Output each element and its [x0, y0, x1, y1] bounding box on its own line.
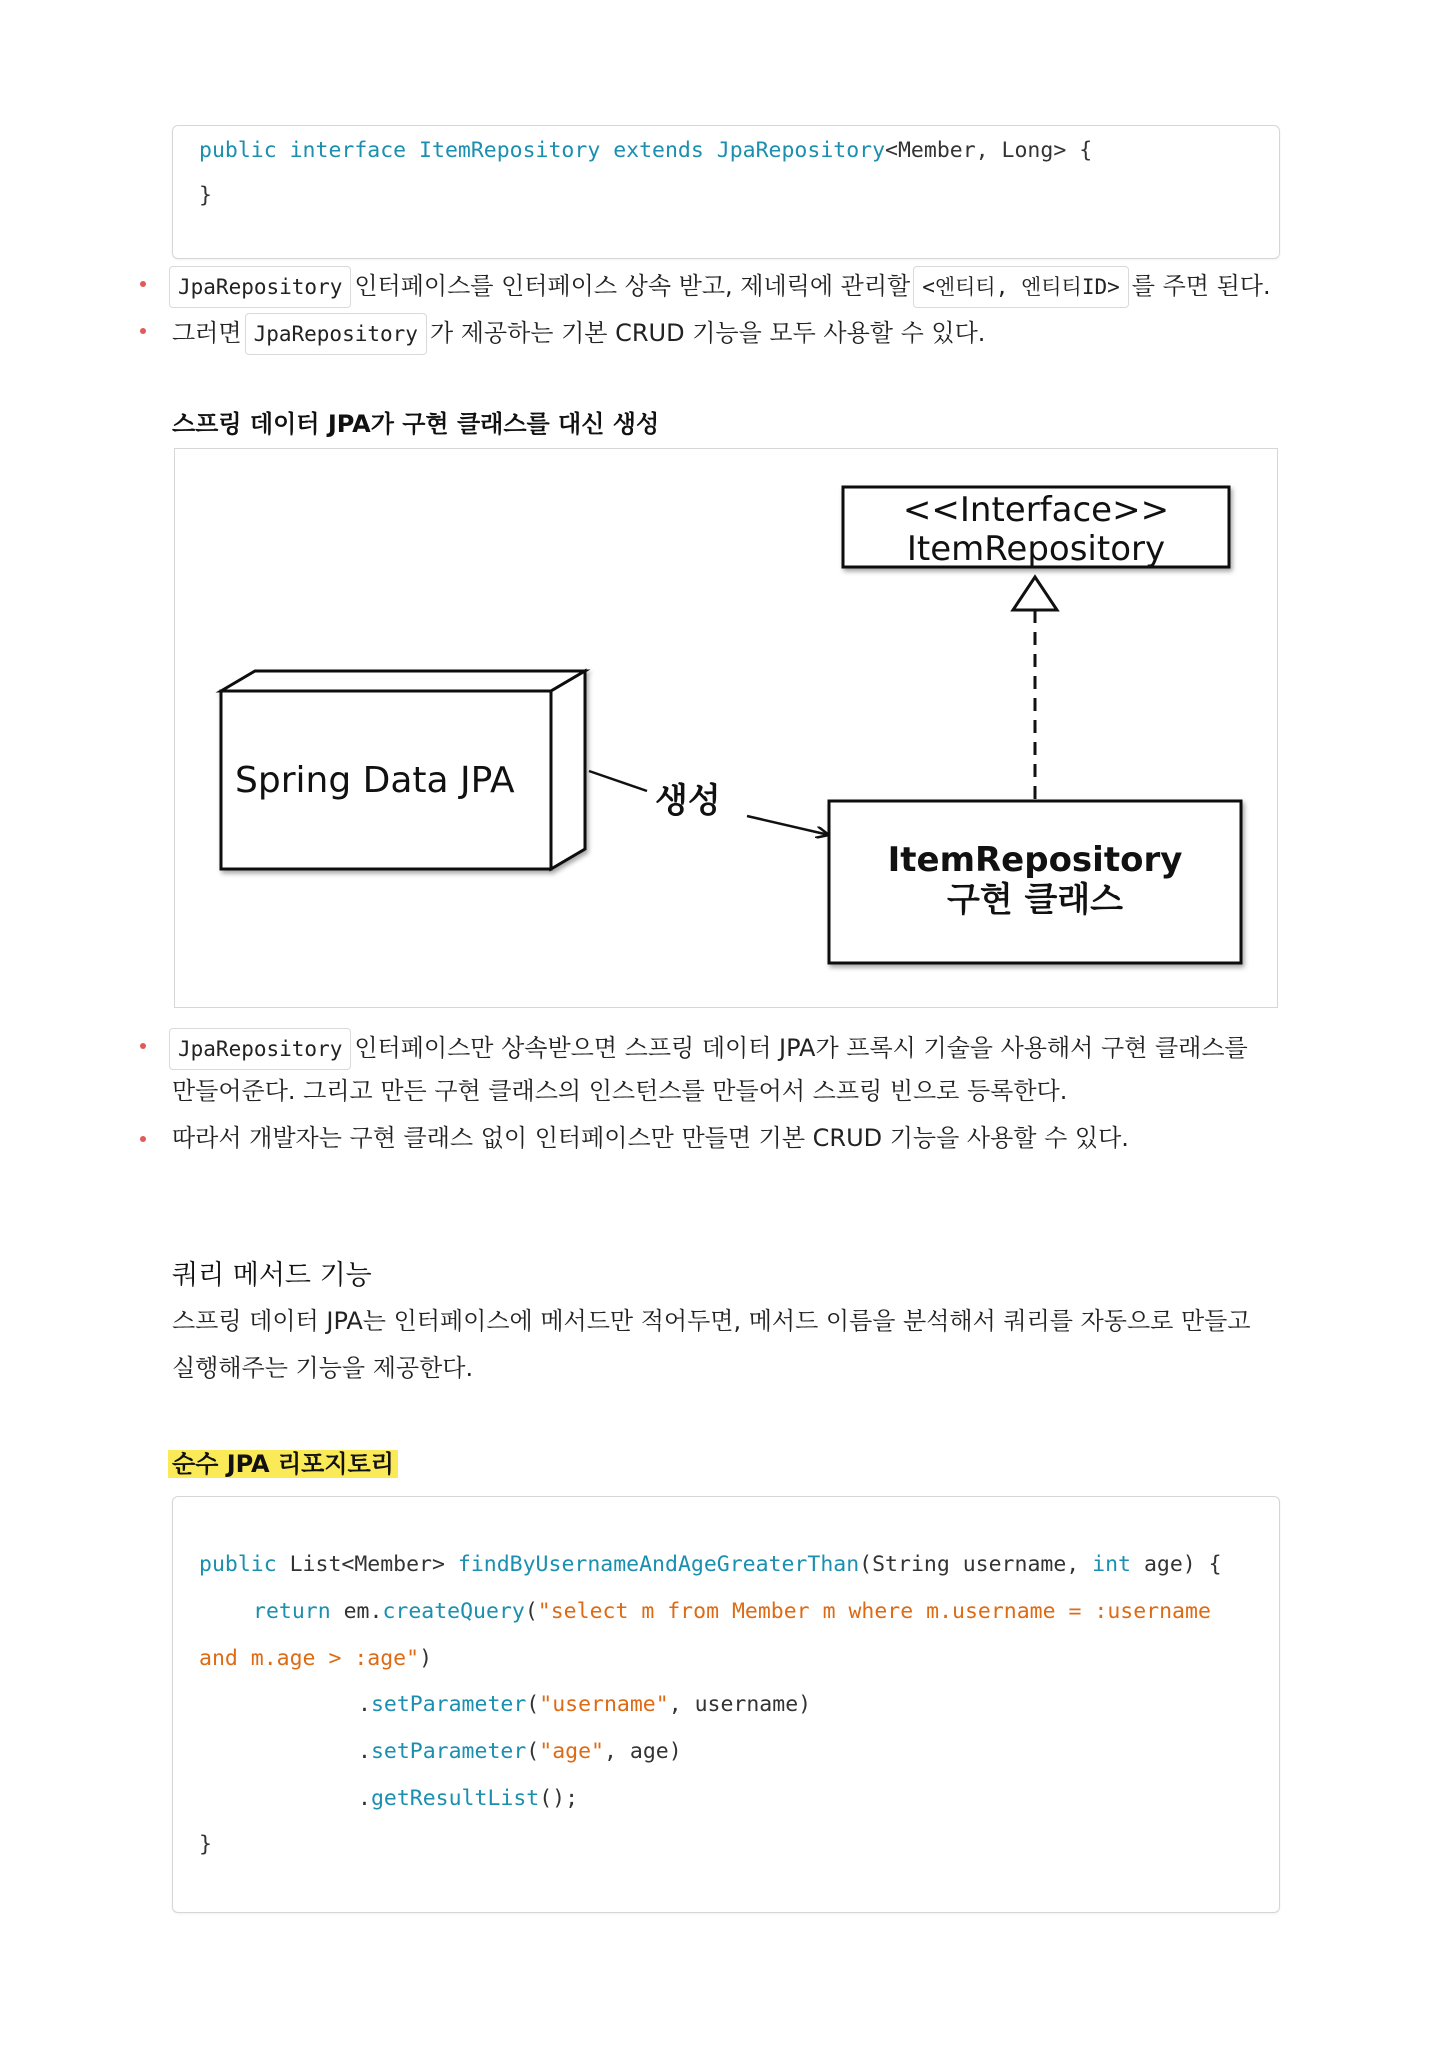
code-text: ( [526, 1739, 540, 1764]
code-line [199, 1550, 1222, 1580]
code-text: age) { [1131, 1552, 1222, 1577]
code-text: <Member, Long> { [885, 138, 1093, 163]
code-line [199, 136, 1092, 166]
code-text: . [358, 1739, 371, 1764]
code-chip: JpaRepository [169, 266, 351, 308]
bullet-text: 인터페이스를 인터페이스 상속 받고, 제네릭에 관리할 [354, 272, 911, 300]
bullet-line [172, 313, 985, 355]
code-text: , age) [603, 1739, 682, 1764]
diagram-title: 스프링 데이터 JPA가 구현 클래스를 대신 생성 [172, 410, 660, 438]
bullet-dot [140, 1043, 146, 1049]
code-text: List<Member> [276, 1552, 458, 1577]
bullet-text: 인터페이스만 상속받으면 스프링 데이터 JPA가 프록시 기술을 사용해서 구현 클래스를 [354, 1034, 1248, 1062]
code-method: findByUsernameAndAgeGreaterThan [457, 1552, 860, 1577]
code-line [358, 1737, 682, 1767]
bullet-line [172, 266, 1271, 308]
bullet-dot [140, 328, 146, 334]
code-text: ) [419, 1646, 433, 1671]
bullet-dot [140, 281, 146, 287]
code-chip: JpaRepository [245, 313, 427, 355]
code-block-pure-jpa [172, 1496, 1280, 1913]
impl-class-name: ItemRepository [887, 840, 1183, 880]
section-desc: 스프링 데이터 JPA는 인터페이스에 메서드만 적어두면, 메서드 이름을 분석해서 쿼리를 자동으로 만들고 [172, 1307, 1251, 1335]
code-method: setParameter [370, 1739, 527, 1764]
code-string: and m.age > :age" [199, 1646, 420, 1671]
code-text: } [199, 183, 212, 208]
code-text: (); [539, 1786, 579, 1811]
code-line [199, 181, 212, 211]
pure-jpa-title [172, 1447, 398, 1481]
code-chip: JpaRepository [169, 1028, 351, 1070]
code-text: em. [330, 1599, 383, 1624]
code-line [358, 1784, 578, 1814]
interface-stereotype: <<Interface>> [902, 490, 1170, 530]
code-line [199, 1830, 212, 1860]
arrow-label: 생성 [655, 781, 721, 821]
node-label: Spring Data JPA [235, 760, 515, 801]
code-text: , username) [668, 1692, 812, 1717]
bullet-line: 따라서 개발자는 구현 클래스 없이 인터페이스만 만들면 기본 CRUD 기능을 사용할 수 있다. [172, 1124, 1129, 1152]
code-text: ( [526, 1692, 540, 1717]
highlighted-title: 순수 JPA 리포지토리 [168, 1450, 398, 1478]
code-keyword: public [199, 1552, 277, 1577]
code-text: ( [524, 1599, 538, 1624]
code-method: setParameter [370, 1692, 527, 1717]
code-string: "username" [539, 1692, 669, 1717]
code-block-interface [172, 125, 1280, 259]
code-line [253, 1597, 1211, 1627]
code-text: . [358, 1786, 371, 1811]
code-line [199, 1644, 432, 1674]
bullet-dot [140, 1136, 146, 1142]
code-text: (String username, [859, 1552, 1093, 1577]
code-keywords: public interface ItemRepository extends JpaRepository [199, 138, 886, 163]
code-keyword: return [253, 1599, 331, 1624]
bullet-text: 를 주면 된다. [1131, 272, 1271, 300]
code-method: getResultList [370, 1786, 540, 1811]
code-chip: <엔티티, 엔티티ID> [913, 266, 1129, 308]
interface-name: ItemRepository [906, 529, 1166, 569]
bullet-text: 그러면 [172, 319, 242, 347]
code-string: "select m from Member m where m.username = :username [537, 1599, 1211, 1624]
uml-diagram [175, 449, 1279, 1009]
realization-triangle [1013, 577, 1057, 610]
impl-class-desc: 구현 클래스 [946, 880, 1124, 920]
code-method: createQuery [382, 1599, 525, 1624]
code-text: . [358, 1692, 371, 1717]
code-keyword: int [1092, 1552, 1132, 1577]
section-desc: 실행해주는 기능을 제공한다. [172, 1354, 474, 1382]
create-arrow-tail [589, 771, 647, 791]
bullet-text: 가 제공하는 기본 CRUD 기능을 모두 사용할 수 있다. [429, 319, 986, 347]
create-arrow-head [747, 816, 829, 835]
bullet-line-continued: 만들어준다. 그리고 만든 구현 클래스의 인스턴스를 만들어서 스프링 빈으로 등록한다. [172, 1077, 1068, 1105]
section-title-query-method: 쿼리 메서드 기능 [172, 1260, 372, 1291]
code-line [358, 1690, 811, 1720]
diagram-frame [174, 448, 1278, 1008]
code-string: "age" [539, 1739, 604, 1764]
code-text: } [199, 1832, 212, 1857]
bullet-line [172, 1028, 1248, 1070]
